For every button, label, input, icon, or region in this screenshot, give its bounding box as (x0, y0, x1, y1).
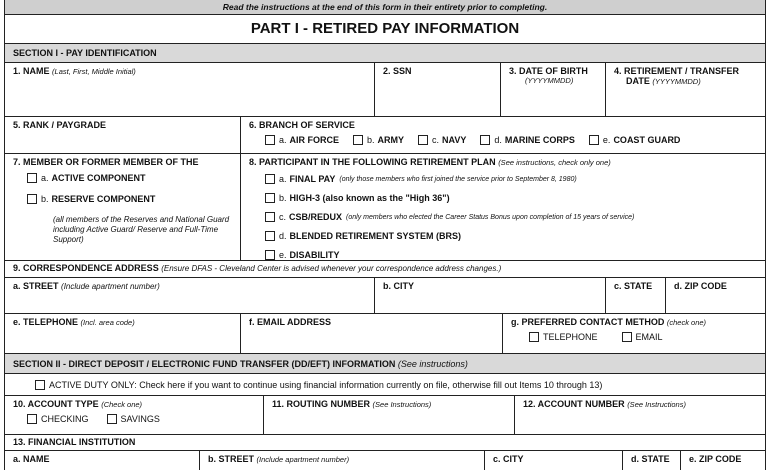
instructions-note: Read the instructions at the end of this form in their entirety prior to completing. (5, 0, 765, 15)
account-type-option[interactable] (107, 414, 160, 424)
form-page (4, 0, 766, 470)
plan-option[interactable] (265, 172, 757, 186)
option-letter: c. (279, 212, 287, 222)
option-label: RESERVE COMPONENT (51, 194, 156, 204)
checkbox[interactable] (622, 332, 632, 342)
state-field[interactable]: c. STATE (606, 278, 666, 313)
fin-zip-field[interactable]: e. ZIP CODE (689, 454, 742, 464)
option-label: AIR FORCE (289, 135, 340, 145)
checkbox[interactable] (27, 173, 37, 183)
street-field[interactable]: a. STREET (Include apartment number) (5, 278, 375, 313)
option-label: ACTIVE COMPONENT (51, 173, 146, 183)
branch-option[interactable] (265, 135, 339, 145)
contact-method-field: g. PREFERRED CONTACT METHOD (check one) TELEPHONE EMAIL (503, 314, 765, 353)
option-letter: a. (279, 135, 287, 145)
option-label: CSB/REDUX (289, 212, 343, 222)
fin-name-field[interactable]: a. NAME (5, 451, 200, 470)
member-option-content (27, 194, 155, 204)
checkbox[interactable] (265, 250, 275, 260)
row-active-duty (5, 374, 765, 396)
plan-option[interactable] (265, 248, 757, 262)
retirement-date-field[interactable]: 4. RETIREMENT / TRANSFER DATE (YYYYMMDD) (614, 66, 740, 86)
branch-options (249, 135, 757, 145)
plan-options (249, 172, 757, 262)
option-letter: b. (367, 135, 375, 145)
checkbox[interactable] (529, 332, 539, 342)
contact-options (511, 332, 757, 342)
account-type-option[interactable] (27, 414, 89, 424)
option-letter: b. (41, 194, 49, 204)
branch-field: 6. BRANCH OF SERVICE a. AIR FORCE b. ARMY c. NAVY d. MARINE CORPS e. COAST GUARD (241, 117, 765, 153)
option-letter: d. (494, 135, 502, 145)
member-field: 7. MEMBER OR FORMER MEMBER OF THE a. ACTIVE COMPONENT b. RESERVE COMPONENT (all members of the Reserves and National Guard including Active Guard/ Reserve and Full-Time Support) (5, 154, 241, 260)
option-letter: a. (41, 173, 49, 183)
checkbox[interactable] (265, 212, 275, 222)
option-label: ARMY (377, 135, 405, 145)
member-options (13, 173, 232, 206)
row-contact (5, 314, 765, 354)
option-label: SAVINGS (120, 414, 160, 424)
row-member-plan (5, 154, 765, 261)
checkbox[interactable] (589, 135, 599, 145)
row-rank-branch (5, 117, 765, 154)
option-label: FINAL PAY (289, 174, 336, 184)
fin-city-field[interactable]: c. CITY (485, 451, 623, 470)
active-duty-checkbox[interactable] (35, 380, 45, 390)
name-field[interactable]: 1. NAME (Last, First, Middle Initial) (5, 63, 375, 116)
option-note: (only members who elected the Career Status Bonus upon completion of 15 years of service) (346, 213, 635, 221)
option-label: CHECKING (41, 414, 89, 424)
option-letter: b. (279, 193, 287, 203)
branch-option[interactable] (353, 135, 404, 145)
member-option[interactable] (27, 194, 232, 206)
option-note: (only those members who first joined the service prior to September 8, 1980) (339, 175, 577, 183)
checkbox[interactable] (353, 135, 363, 145)
section1-title: SECTION I - PAY IDENTIFICATION (5, 44, 765, 63)
city-field[interactable]: b. CITY (375, 278, 606, 313)
contact-option[interactable] (529, 332, 598, 342)
contact-option[interactable] (622, 332, 663, 342)
plan-option[interactable] (265, 191, 757, 205)
dob-field[interactable]: 3. DATE OF BIRTH (YYYYMMDD) (501, 63, 606, 116)
correspondence-header: 9. CORRESPONDENCE ADDRESS (Ensure DFAS - Cleveland Center is advised whenever your correspondence address changes.) (13, 263, 502, 273)
financial-institution-header: 13. FINANCIAL INSTITUTION (13, 437, 136, 447)
routing-number-field[interactable]: 11. ROUTING NUMBER (See Instructions) (264, 396, 515, 434)
telephone-field[interactable]: e. TELEPHONE (Incl. area code) (5, 314, 241, 353)
option-label: TELEPHONE (543, 332, 598, 342)
option-letter: a. (279, 174, 287, 184)
branch-option[interactable] (418, 135, 466, 145)
part-title: PART I - RETIRED PAY INFORMATION (5, 15, 765, 44)
option-letter: d. (279, 231, 287, 241)
active-duty-option[interactable]: ACTIVE DUTY ONLY: Check here if you want to continue using financial information currently on file, otherwise fill out Items 10 through 13) (5, 374, 765, 395)
fin-street-field[interactable]: b. STREET (Include apartment number) (200, 451, 485, 470)
checkbox[interactable] (265, 135, 275, 145)
fin-state-field[interactable]: d. STATE (623, 451, 681, 470)
account-type-options (13, 414, 255, 424)
row-name-ssn-dob (5, 63, 765, 117)
row-account (5, 396, 765, 435)
zip-field[interactable]: d. ZIP CODE (674, 281, 727, 291)
checkbox[interactable] (265, 193, 275, 203)
member-option[interactable] (27, 173, 232, 185)
checkbox[interactable] (418, 135, 428, 145)
row-correspondence (5, 261, 765, 278)
checkbox[interactable] (265, 174, 275, 184)
option-letter: c. (432, 135, 440, 145)
checkbox[interactable] (107, 414, 117, 424)
option-label: NAVY (442, 135, 467, 145)
section2-title: SECTION II - DIRECT DEPOSIT / ELECTRONIC FUND TRANSFER (DD/EFT) INFORMATION (See instructions) (5, 354, 765, 374)
ssn-field[interactable]: 2. SSN (375, 63, 501, 116)
branch-option[interactable] (589, 135, 681, 145)
row-financial-institution (5, 435, 765, 451)
account-number-field[interactable]: 12. ACCOUNT NUMBER (See Instructions) (523, 399, 686, 409)
checkbox[interactable] (27, 194, 37, 204)
email-field[interactable]: f. EMAIL ADDRESS (241, 314, 503, 353)
option-label: MARINE CORPS (504, 135, 575, 145)
plan-option[interactable] (265, 210, 757, 224)
account-type-field: 10. ACCOUNT TYPE (Check one) CHECKING SAVINGS (5, 396, 264, 434)
plan-option[interactable] (265, 229, 757, 243)
plan-field: 8. PARTICIPANT IN THE FOLLOWING RETIREMENT PLAN (See instructions, check only one) a. FINAL PAY (only those members who first joined the service prior to September 8, 1980) b. HIGH-3 (also known as the "High 36") c. CSB/REDUX (only members who elected the Career Status Bonus upon completion of 15 years of service) d. BLENDED RETIREMENT SYSTEM (BRS) e. DISABILITY (241, 154, 765, 260)
option-label: DISABILITY (289, 250, 340, 260)
option-letter: e. (602, 135, 611, 145)
checkbox[interactable] (27, 414, 37, 424)
option-letter: e. (279, 250, 287, 260)
rank-field[interactable]: 5. RANK / PAYGRADE (5, 117, 241, 153)
member-note: (all members of the Reserves and National Guard including Active Guard/ Reserve and Full-Time Support) (53, 215, 230, 244)
checkbox[interactable] (265, 231, 275, 241)
option-label: COAST GUARD (613, 135, 681, 145)
row-financial-address (5, 451, 765, 470)
member-option-content (27, 173, 146, 183)
option-label: HIGH-3 (also known as the "High 36") (289, 193, 450, 203)
option-label: EMAIL (635, 332, 663, 342)
checkbox[interactable] (480, 135, 490, 145)
option-label: BLENDED RETIREMENT SYSTEM (BRS) (289, 231, 462, 241)
row-address (5, 278, 765, 314)
branch-option[interactable] (480, 135, 575, 145)
